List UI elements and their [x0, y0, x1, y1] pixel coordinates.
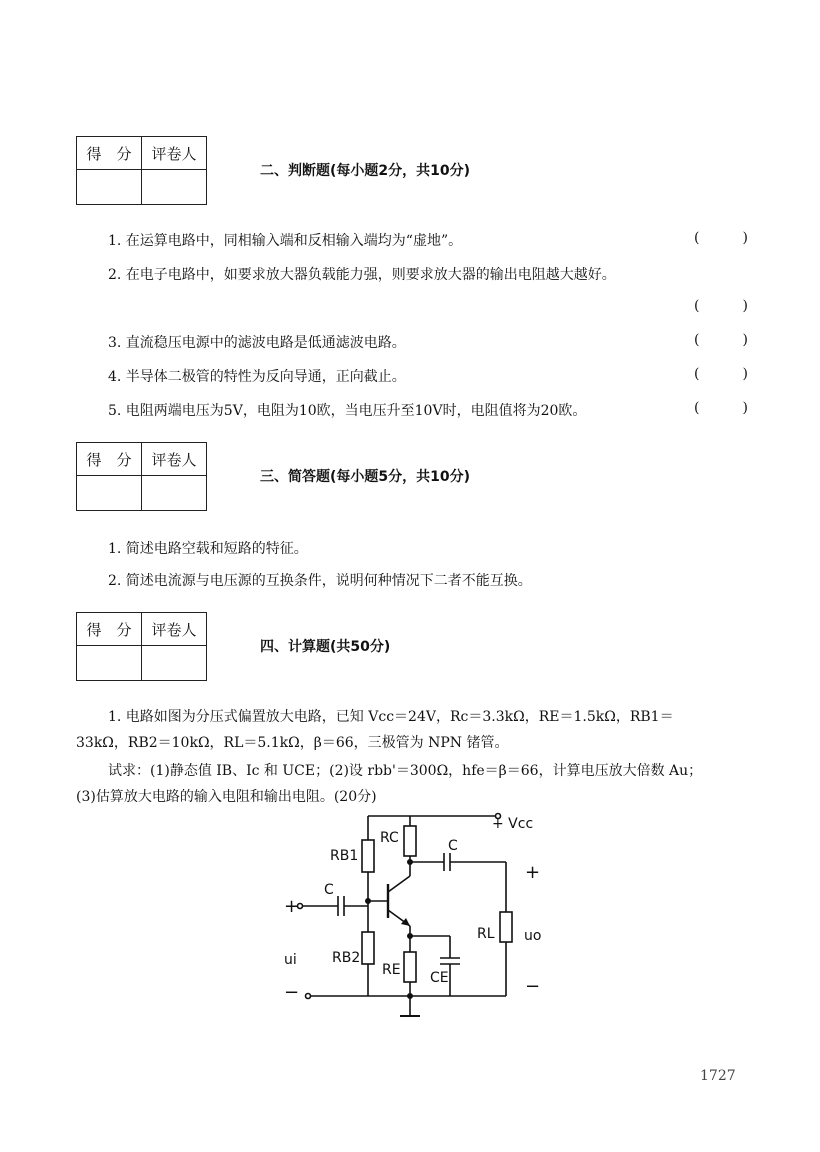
answer-paren-1: [694, 230, 748, 246]
judge-item-5: 5. 电阻两端电压为5V，电阻为10欧，当电压升至10V时，电阻值将为20欧。: [108, 403, 587, 419]
short-answer-item-1: 1. 简述电路空载和短路的特征。: [108, 541, 308, 557]
paren-open: (: [694, 366, 700, 382]
ce-label: CE: [430, 970, 449, 986]
reviewer-label: 评卷人: [142, 137, 207, 170]
rl-label: RL: [477, 926, 495, 942]
calc-q1-line3: 试求：(1)静态值 IB、Ic 和 UCE；(2)设 rbb'＝300Ω，hfe＝β＝66，计算电压放大倍数 Au；: [108, 763, 703, 779]
paren-close: ): [742, 230, 748, 246]
rb2-label: RB2: [332, 950, 361, 966]
answer-paren-5: [694, 400, 748, 416]
vcc-label: + Vcc: [492, 816, 534, 832]
judge-item-3: 3. 直流稳压电源中的滤波电路是低通滤波电路。: [108, 335, 406, 351]
section2-title: 二、判断题(每小题2分，共10分): [260, 163, 471, 179]
transistor-collector: [388, 876, 410, 892]
re-label: RE: [382, 962, 401, 978]
rb2-resistor: [362, 932, 374, 964]
input-ground-terminal: [306, 994, 311, 999]
score-table-section3: [76, 442, 207, 511]
paren-open: (: [694, 400, 700, 416]
score-label: 得 分: [77, 613, 142, 646]
input-minus: −: [284, 982, 300, 1003]
output-plus: +: [525, 862, 541, 883]
reviewer-cell: [142, 646, 207, 681]
rb1-resistor: [362, 840, 374, 872]
rb1-label: RB1: [330, 848, 359, 864]
rl-resistor: [500, 912, 512, 942]
c-out-label: C: [448, 838, 458, 854]
uo-label: uo: [524, 928, 542, 944]
reviewer-cell: [142, 476, 207, 511]
input-plus: +: [284, 896, 300, 917]
re-resistor: [404, 952, 416, 982]
answer-paren-2: [694, 298, 748, 314]
short-answer-item-2: 2. 简述电流源与电压源的互换条件，说明何种情况下二者不能互换。: [108, 573, 532, 589]
answer-paren-4: [694, 366, 748, 382]
score-cell: [77, 476, 142, 511]
paren-open: (: [694, 332, 700, 348]
section4-title: 四、计算题(共50分): [260, 639, 391, 655]
paren-open: (: [694, 230, 700, 246]
judge-item-1: 1. 在运算电路中，同相输入端和反相输入端均为“虚地”。: [108, 233, 463, 249]
paren-close: ): [742, 400, 748, 416]
base-node: [366, 899, 370, 903]
score-label: 得 分: [77, 443, 142, 476]
ui-label: ui: [284, 952, 297, 968]
paren-close: ): [742, 298, 748, 314]
reviewer-label: 评卷人: [142, 613, 207, 646]
paren-close: ): [742, 366, 748, 382]
calc-q1-line2: 33kΩ，RB2＝10kΩ，RL＝5.1kΩ，β＝66，三极管为 NPN 锗管。: [76, 735, 509, 751]
reviewer-label: 评卷人: [142, 443, 207, 476]
score-table-section2: [76, 136, 207, 205]
page-number: 1727: [700, 1068, 736, 1084]
rc-resistor: [404, 826, 416, 856]
answer-paren-3: [694, 332, 748, 348]
section3-title: 三、简答题(每小题5分，共10分): [260, 469, 471, 485]
reviewer-cell: [142, 170, 207, 205]
emitter-arrow-icon: [401, 918, 410, 926]
voltage-divider-amplifier-circuit: [270, 806, 570, 1028]
calc-q1-line1: 1. 电路如图为分压式偏置放大电路，已知 Vcc＝24V，Rc＝3.3kΩ，RE＝1.5kΩ，RB1＝: [108, 709, 674, 725]
paren-open: (: [694, 298, 700, 314]
calc-q1-line4: (3)估算放大电路的输入电阻和输出电阻。(20分): [76, 789, 377, 805]
paren-close: ): [742, 332, 748, 348]
judge-item-4: 4. 半导体二极管的特性为反向导通，正向截止。: [108, 369, 406, 385]
score-cell: [77, 646, 142, 681]
rc-label: RC: [380, 830, 399, 846]
score-label: 得 分: [77, 137, 142, 170]
c-in-label: C: [324, 882, 334, 898]
output-minus: −: [525, 976, 541, 997]
score-table-section4: [76, 612, 207, 681]
judge-item-2: 2. 在电子电路中，如要求放大器负载能力强，则要求放大器的输出电阻越大越好。: [108, 267, 616, 283]
score-cell: [77, 170, 142, 205]
